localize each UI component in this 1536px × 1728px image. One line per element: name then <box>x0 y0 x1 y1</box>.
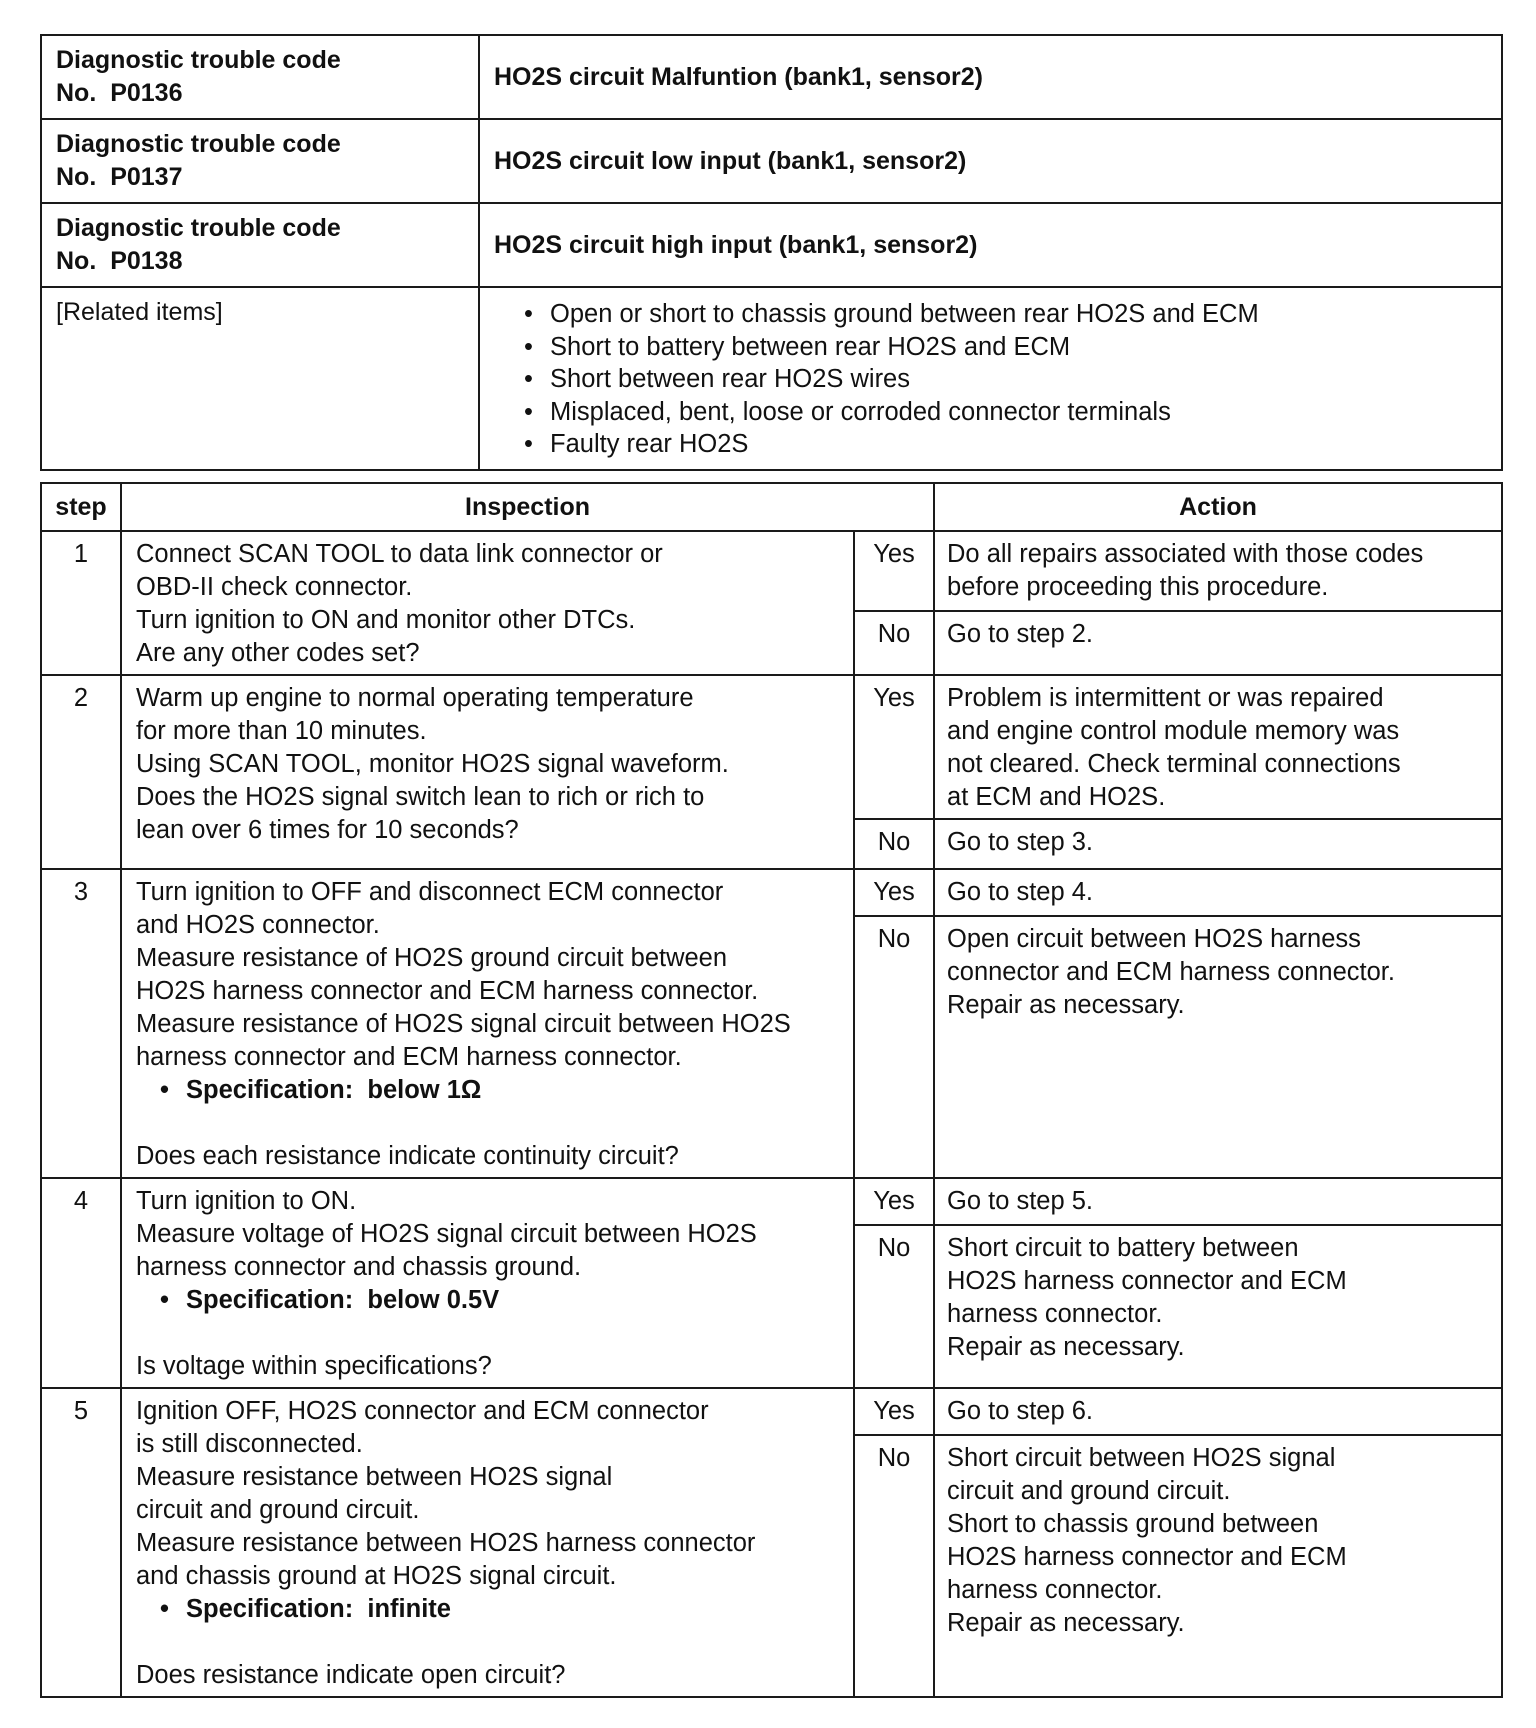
inspection-line: harness connector and chassis ground. <box>136 1253 582 1281</box>
inspection-line: lean over 6 times for 10 seconds? <box>136 816 519 844</box>
action-line: Repair as necessary. <box>947 1333 1185 1362</box>
inspection-line: Turn ignition to ON and monitor other DTCs. <box>136 606 636 634</box>
spacer <box>136 1317 841 1350</box>
inspection-line: Measure resistance of HO2S ground circuit between <box>136 944 728 972</box>
inspection-line: Does the HO2S signal switch lean to rich or rich to <box>136 783 705 811</box>
inspection-line: Ignition OFF, HO2S connector and ECM connector <box>136 1397 709 1425</box>
action-line: Short circuit between HO2S signal <box>947 1444 1336 1472</box>
dtc-table <box>40 34 1503 471</box>
spacer <box>136 1626 841 1659</box>
specification <box>158 1074 841 1107</box>
action-line: Go to step 2. <box>947 620 1094 648</box>
step-inspection <box>121 675 854 869</box>
step-inspection <box>121 531 854 675</box>
step-number: 1 <box>41 531 121 675</box>
inspection-line: for more than 10 minutes. <box>136 717 427 745</box>
dtc-row <box>41 119 1502 203</box>
specification <box>158 1593 841 1626</box>
action-line: Problem is intermittent or was repaired <box>947 684 1384 712</box>
dtc-number: P0137 <box>110 163 183 191</box>
dtc-label: Diagnostic trouble code <box>56 46 341 74</box>
action-yes <box>934 531 1502 611</box>
action-no <box>934 819 1502 869</box>
action-line: Repair as necessary. <box>947 1609 1185 1637</box>
inspection-line: Are any other codes set? <box>136 639 420 667</box>
step-row-yes <box>41 675 1502 819</box>
action-line: Short to chassis ground between <box>947 1510 1319 1538</box>
action-line: Repair as necessary. <box>947 991 1185 1019</box>
step-number: 4 <box>41 1178 121 1388</box>
inspection-question: Does resistance indicate open circuit? <box>136 1661 566 1689</box>
inspection-header-row <box>41 483 1502 531</box>
action-line: Open circuit between HO2S harness <box>947 925 1361 953</box>
dtc-description: HO2S circuit low input (bank1, sensor2) <box>479 119 1502 203</box>
related-item: • Short between rear HO2S wires <box>522 363 1487 396</box>
action-line: at ECM and HO2S. <box>947 783 1166 811</box>
action-line: not cleared. Check terminal connections <box>947 750 1401 778</box>
dtc-number: P0136 <box>110 79 183 107</box>
specification-label: Specification: <box>186 1286 354 1314</box>
related-item: • Short to battery between rear HO2S and ECM <box>522 331 1487 364</box>
action-no <box>934 1435 1502 1697</box>
step-row-yes <box>41 869 1502 916</box>
answer-yes: Yes <box>854 1178 934 1225</box>
dtc-label-cell <box>41 119 479 203</box>
inspection-header: Inspection <box>121 483 934 531</box>
answer-yes: Yes <box>854 1388 934 1435</box>
answer-yes: Yes <box>854 675 934 819</box>
inspection-line: and HO2S connector. <box>136 911 380 939</box>
dtc-number-line <box>56 161 464 194</box>
action-line: HO2S harness connector and ECM <box>947 1267 1347 1296</box>
inspection-line: harness connector and ECM harness connector. <box>136 1043 682 1071</box>
related-items-row <box>41 287 1502 470</box>
dtc-number: P0138 <box>110 247 183 275</box>
answer-yes: Yes <box>854 531 934 611</box>
related-items-list <box>522 298 1487 461</box>
action-yes <box>934 1388 1502 1435</box>
action-line: Do all repairs associated with those codes <box>947 540 1424 568</box>
action-line: before proceeding this procedure. <box>947 573 1329 601</box>
inspection-line: is still disconnected. <box>136 1430 363 1458</box>
dtc-label: Diagnostic trouble code <box>56 130 341 158</box>
action-header: Action <box>934 483 1502 531</box>
action-yes <box>934 675 1502 819</box>
specification-label: Specification: <box>186 1076 354 1104</box>
inspection-line: circuit and ground circuit. <box>136 1496 420 1524</box>
dtc-number-prefix: No. <box>56 247 97 275</box>
specification-value: infinite <box>367 1595 451 1623</box>
action-line: Short circuit to battery between <box>947 1234 1299 1263</box>
dtc-label-cell <box>41 203 479 287</box>
step-row-yes <box>41 531 1502 611</box>
specification-label: Specification: <box>186 1595 354 1623</box>
action-no <box>934 1225 1502 1388</box>
step-inspection <box>121 1388 854 1697</box>
action-yes <box>934 869 1502 916</box>
related-item: • Misplaced, bent, loose or corroded connector terminals <box>522 396 1487 429</box>
action-line: harness connector. <box>947 1300 1163 1329</box>
dtc-number-line <box>56 77 464 110</box>
dtc-label: Diagnostic trouble code <box>56 214 341 242</box>
step-header: step <box>41 483 121 531</box>
action-no <box>934 916 1502 1178</box>
inspection-line: Measure voltage of HO2S signal circuit between HO2S <box>136 1220 757 1248</box>
related-items-cell <box>479 287 1502 470</box>
step-inspection <box>121 869 854 1178</box>
dtc-number-line <box>56 245 464 278</box>
dtc-description: HO2S circuit high input (bank1, sensor2) <box>479 203 1502 287</box>
inspection-table <box>40 482 1503 1698</box>
inspection-line: Measure resistance between HO2S signal <box>136 1463 613 1491</box>
inspection-line: Measure resistance between HO2S harness connector <box>136 1529 756 1557</box>
action-line: Go to step 3. <box>947 828 1094 856</box>
step-inspection <box>121 1178 854 1388</box>
dtc-number-prefix: No. <box>56 163 97 191</box>
inspection-line: Measure resistance of HO2S signal circuit between HO2S <box>136 1010 791 1038</box>
inspection-line: Turn ignition to OFF and disconnect ECM connector <box>136 878 724 906</box>
action-yes <box>934 1178 1502 1225</box>
inspection-line: Turn ignition to ON. <box>136 1187 357 1215</box>
step-row-yes <box>41 1178 1502 1225</box>
dtc-number-prefix: No. <box>56 79 97 107</box>
inspection-line: HO2S harness connector and ECM harness connector. <box>136 977 759 1005</box>
specification-value: below 0.5V <box>367 1286 500 1314</box>
related-item: • Faulty rear HO2S <box>522 428 1487 461</box>
dtc-row <box>41 203 1502 287</box>
inspection-line: and chassis ground at HO2S signal circuit. <box>136 1562 617 1590</box>
action-line: Go to step 4. <box>947 878 1094 906</box>
inspection-question: Is voltage within specifications? <box>136 1352 492 1380</box>
action-no <box>934 611 1502 675</box>
answer-no: No <box>854 1435 934 1697</box>
specification-value: below 1Ω <box>367 1076 482 1104</box>
action-line: circuit and ground circuit. <box>947 1477 1231 1505</box>
answer-no: No <box>854 611 934 675</box>
answer-no: No <box>854 1225 934 1388</box>
specification <box>158 1284 841 1317</box>
action-line: Go to step 5. <box>947 1187 1094 1215</box>
related-item: • Open or short to chassis ground between rear HO2S and ECM <box>522 298 1487 331</box>
action-line: connector and ECM harness connector. <box>947 958 1395 986</box>
inspection-question: Does each resistance indicate continuity circuit? <box>136 1142 679 1170</box>
dtc-description: HO2S circuit Malfuntion (bank1, sensor2) <box>479 35 1502 119</box>
step-number: 3 <box>41 869 121 1178</box>
dtc-row <box>41 35 1502 119</box>
action-line: Go to step 6. <box>947 1397 1094 1425</box>
related-items-label: [Related items] <box>41 287 479 470</box>
spacer <box>136 1107 841 1140</box>
step-number: 2 <box>41 675 121 869</box>
step-number: 5 <box>41 1388 121 1697</box>
answer-no: No <box>854 819 934 869</box>
action-line: and engine control module memory was <box>947 717 1400 745</box>
answer-yes: Yes <box>854 869 934 916</box>
dtc-label-cell <box>41 35 479 119</box>
step-row-yes <box>41 1388 1502 1435</box>
inspection-line: Using SCAN TOOL, monitor HO2S signal waveform. <box>136 750 729 778</box>
action-line: HO2S harness connector and ECM <box>947 1543 1347 1571</box>
answer-no: No <box>854 916 934 1178</box>
inspection-line: OBD-II check connector. <box>136 573 413 601</box>
inspection-line: Connect SCAN TOOL to data link connector or <box>136 540 663 568</box>
inspection-line: Warm up engine to normal operating temperature <box>136 684 694 712</box>
action-line: harness connector. <box>947 1576 1163 1604</box>
